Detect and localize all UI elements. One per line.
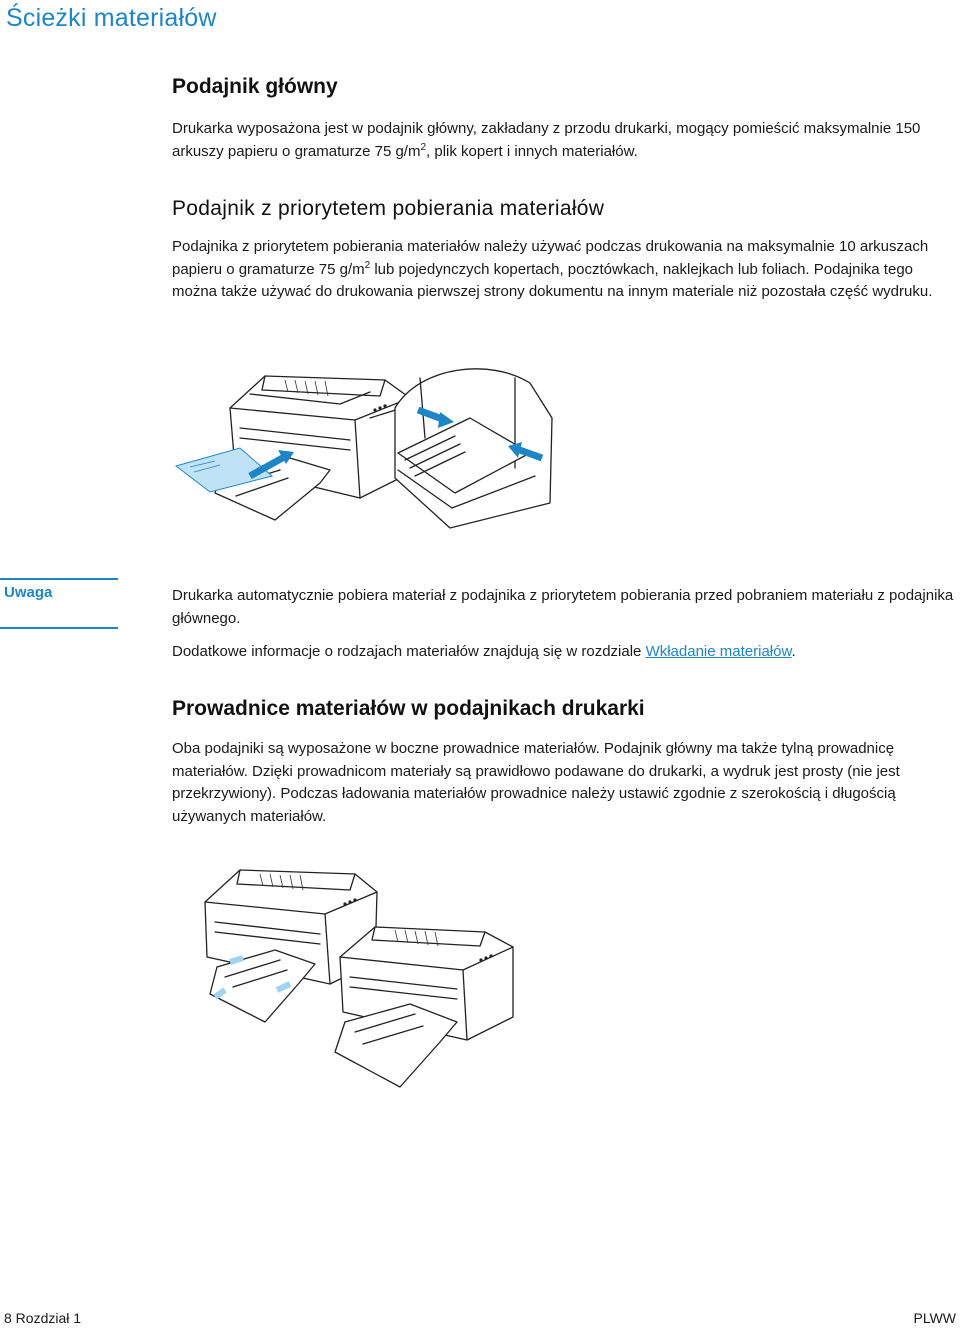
note-rule-top: [0, 578, 118, 580]
priority-tray-heading: Podajnik z priorytetem pobierania materiałów: [172, 197, 605, 220]
more-info-text: Dodatkowe informacje o rodzajach materiałów znajdują się w rozdziale Wkładanie materiałów.: [172, 643, 796, 660]
note-label: Uwaga: [4, 584, 53, 601]
printer-priority-tray-illustration: [170, 358, 570, 533]
printer-guides-illustration: [195, 862, 525, 1102]
note-text: Drukarka automatycznie pobiera materiał z podajnika z priorytetem pobierania przed pobraniem materiału z podajnika głównego.: [172, 587, 954, 627]
main-tray-text: Drukarka wyposażona jest w podajnik główny, zakładany z przodu drukarki, mogący pomieścić maksymalnie 150 arkuszy papieru o gramaturze 75 $g/m^2$, plik kopert i innych materiałów.: [172, 120, 921, 160]
guides-heading: Prowadnice materiałów w podajnikach drukarki: [172, 697, 645, 720]
media-loading-link[interactable]: Wkładanie materiałów: [645, 643, 792, 660]
note-rule-bottom: [0, 627, 118, 629]
footer-locale: PLWW: [913, 1310, 956, 1326]
priority-tray-text: Podajnika z priorytetem pobierania materiałów należy używać podczas drukowania na maksymalnie 10 arkuszach papieru o gramaturze 75 $g/m^2$ lub pojedynczych kopertach, pocztówkach, naklejkach lub foliach. Podajnika tego można także używać do drukowania pierwszej strony dokumentu na innym materiale niż pozostała część wydruku.: [172, 238, 933, 300]
page-title: Ścieżki materiałów: [6, 4, 217, 32]
main-tray-heading: Podajnik główny: [172, 75, 338, 98]
footer-page-number: 8 Rozdział 1: [4, 1310, 82, 1326]
guides-text: Oba podajniki są wyposażone w boczne prowadnice materiałów. Podajnik główny ma także tylną prowadnicę materiałów. Dzięki prowadnicom materiały są prawidłowo podawane do drukarki, a wydruk jest prosty (nie jest przekrzywiony). Podczas ładowania materiałów prowadnice należy ustawić zgodnie z szerokością i długością używanych materiałów.: [172, 740, 900, 825]
